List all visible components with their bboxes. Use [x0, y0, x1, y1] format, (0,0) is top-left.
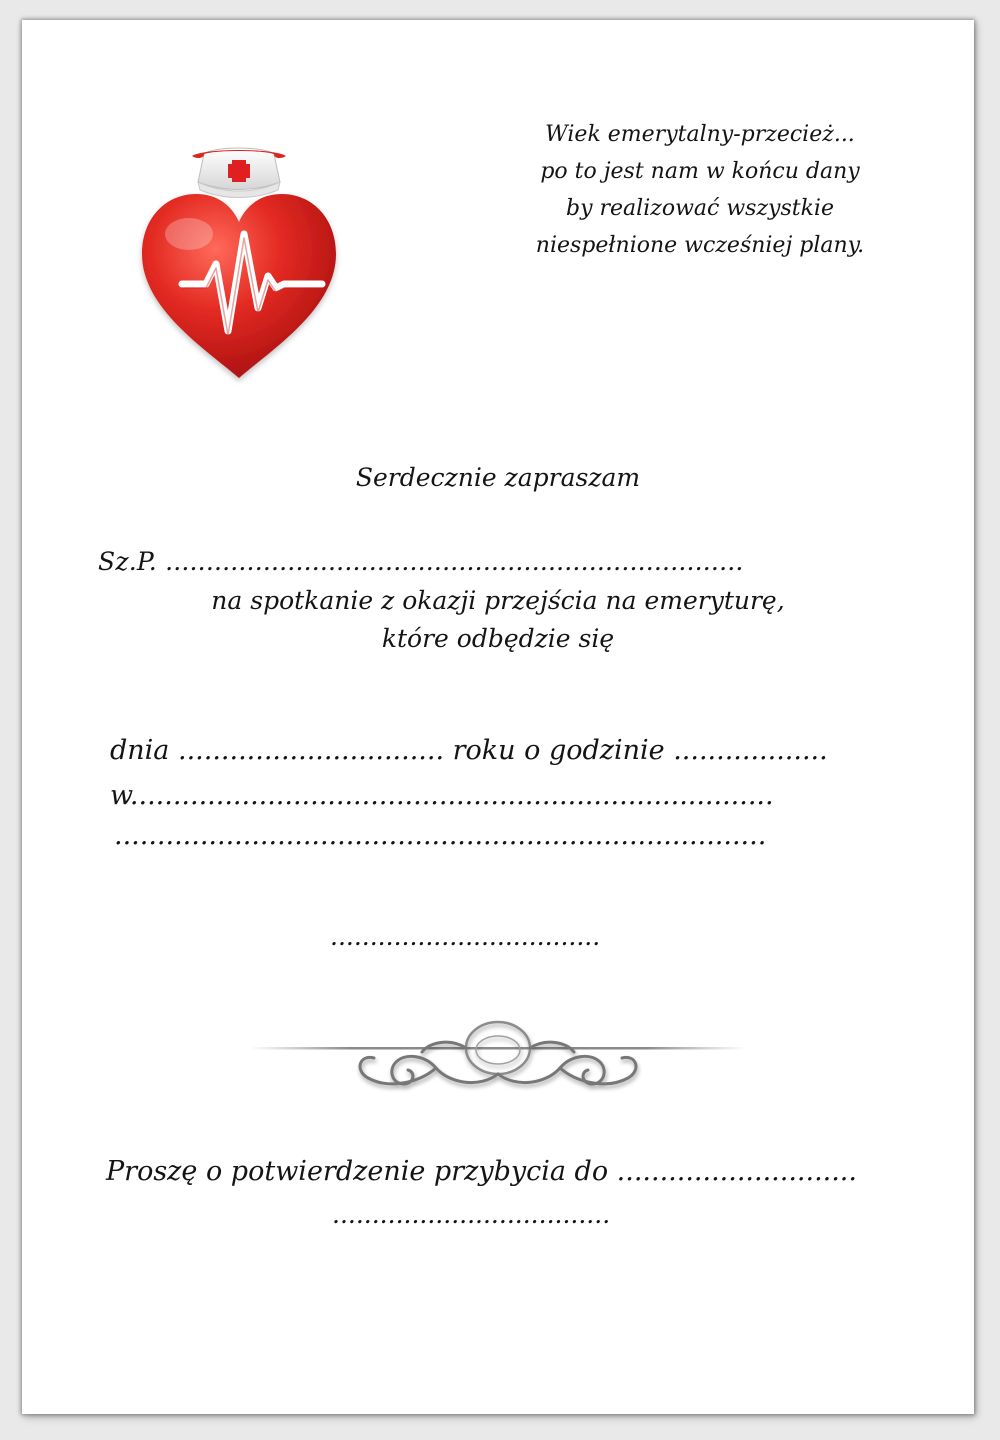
place-line: ............................................................................ [114, 820, 767, 851]
occasion-line: na spotkanie z okazji przejścia na emeryturę, [211, 586, 785, 615]
rsvp-line: Proszę o potwierdzenie przybycia do ............................ [106, 1156, 857, 1187]
flourish-ornament-icon [250, 1008, 746, 1106]
invitation-card [22, 20, 974, 1414]
date-time-line: dnia ............................... roku o godzinie .................. [110, 735, 828, 766]
poem [500, 116, 900, 264]
poem-line: niespełnione wcześniej plany. [535, 233, 865, 258]
poem-line: Wiek emerytalny-przecież... [545, 122, 855, 147]
recipient-line: Sz.P. ....................................................................... [98, 547, 744, 576]
invitation-heading: Serdecznie zapraszam [355, 463, 641, 492]
rsvp-line: ................................... [332, 1200, 611, 1229]
poem-line: by realizować wszystkie [566, 196, 834, 221]
heart-nurse-cap-icon [134, 126, 344, 386]
poem-line: po to jest nam w końcu dany [540, 159, 860, 184]
signature-line: .................................. [330, 922, 601, 951]
place-line: w........................................................................... [110, 780, 774, 811]
occasion-line: które odbędzie się [381, 624, 615, 653]
